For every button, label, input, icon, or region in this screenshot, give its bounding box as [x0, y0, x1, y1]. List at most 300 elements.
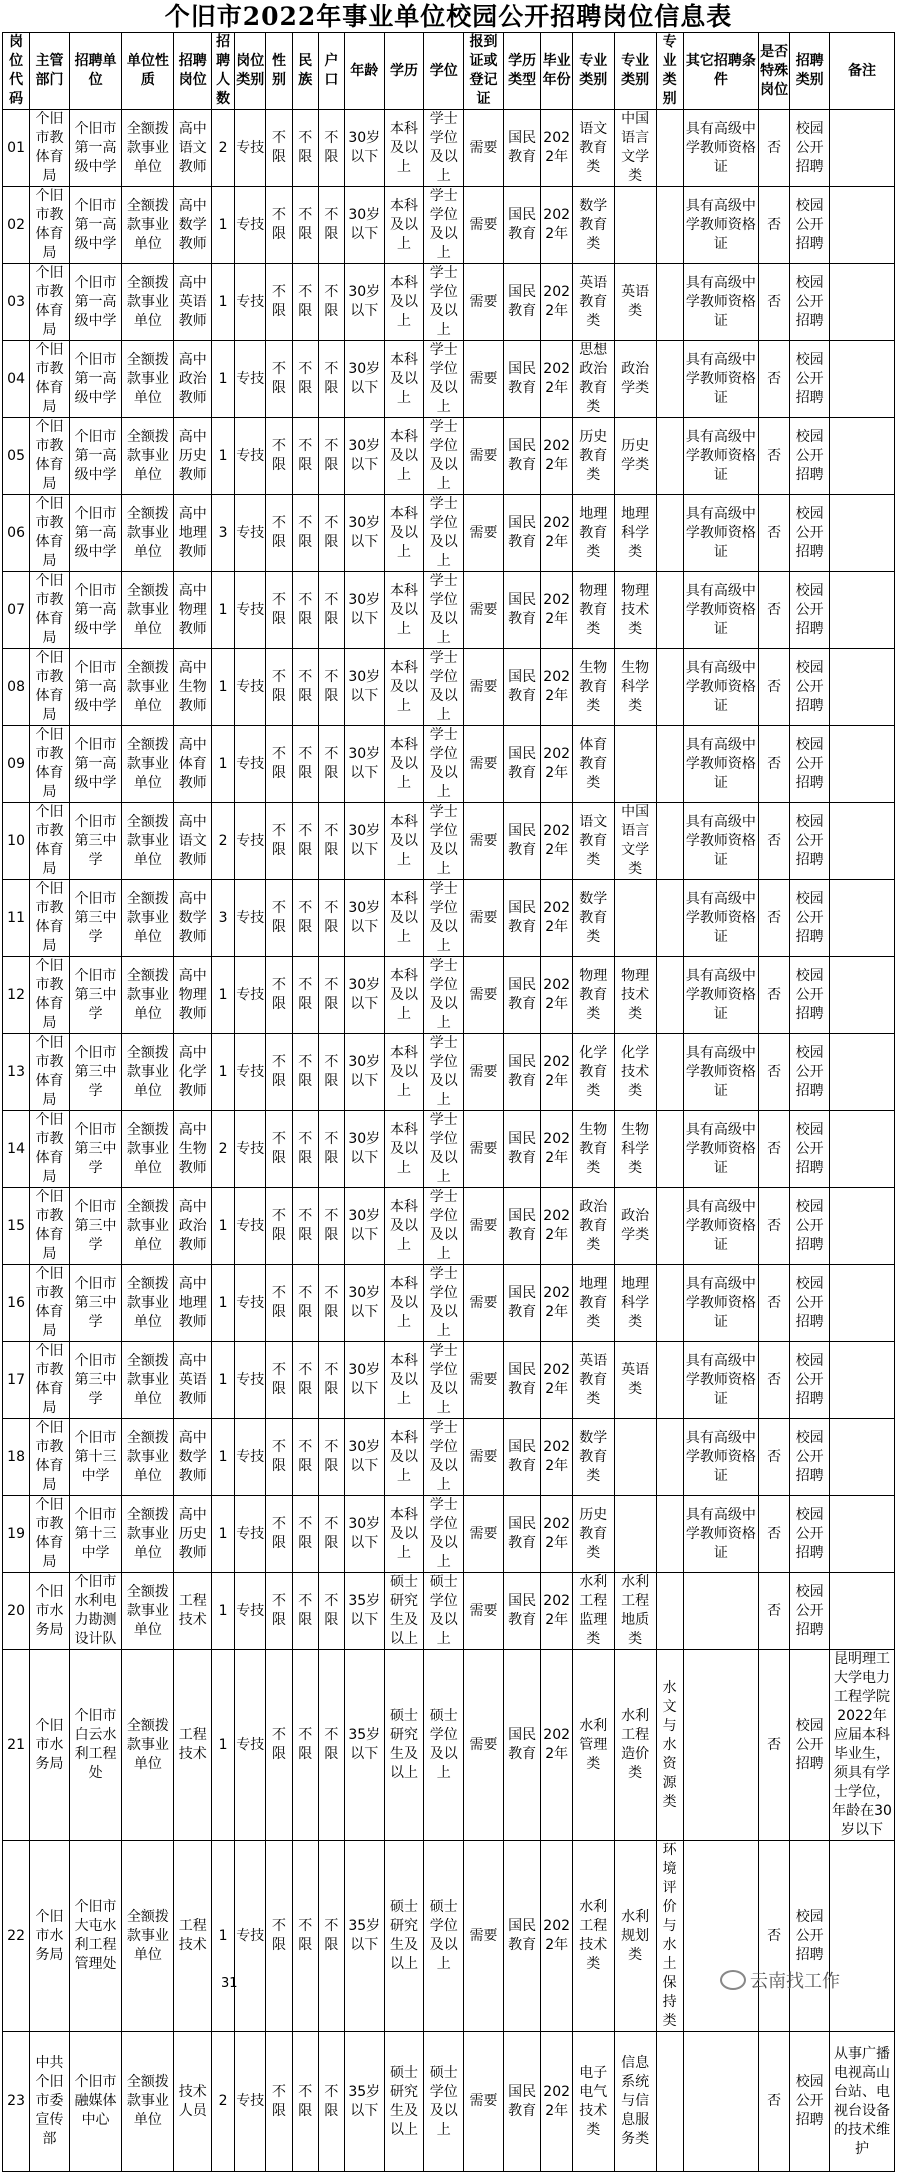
table-cell: 学士学位及以上 [424, 1419, 464, 1496]
table-cell: 生物科学类 [614, 649, 656, 726]
table-cell: 不限 [318, 1419, 344, 1496]
table-cell: 个旧市教体育局 [30, 264, 70, 341]
table-cell: 2022年 [541, 957, 572, 1034]
table-cell: 不限 [266, 1496, 292, 1573]
table-cell: 国民教育 [503, 572, 541, 649]
table-cell: 2022年 [541, 880, 572, 957]
table-cell [656, 418, 683, 495]
table-cell: 化学教育类 [572, 1034, 614, 1111]
table-cell: 学士学位及以上 [424, 1342, 464, 1419]
table-cell: 政治教育类 [572, 1188, 614, 1265]
table-cell: 高中物理教师 [174, 957, 212, 1034]
table-cell: 硕士学位及以上 [424, 1650, 464, 1841]
table-cell: 具有高级中学教师资格证 [683, 264, 758, 341]
table-cell: 全额拨款事业单位 [122, 1265, 174, 1342]
table-cell: 30岁以下 [344, 572, 384, 649]
note-cell [830, 649, 895, 726]
table-cell: 个旧市水务局 [30, 1573, 70, 1650]
table-cell: 国民教育 [503, 957, 541, 1034]
table-cell: 政治学类 [614, 341, 656, 418]
table-cell: 1 [212, 1034, 235, 1111]
table-cell: 17 [3, 1342, 30, 1419]
table-cell: 需要 [464, 1034, 504, 1111]
table-cell: 不限 [292, 572, 318, 649]
table-body [3, 110, 895, 2172]
table-cell: 22 [3, 1841, 30, 2032]
table-cell: 个旧市教体育局 [30, 341, 70, 418]
table-cell: 不限 [318, 2032, 344, 2172]
table-cell: 不限 [292, 1841, 318, 2032]
table-row [3, 2032, 895, 2172]
table-cell: 专技 [235, 957, 266, 1034]
table-cell [656, 726, 683, 803]
table-cell: 不限 [292, 264, 318, 341]
table-cell: 具有高级中学教师资格证 [683, 187, 758, 264]
table-cell: 需要 [464, 341, 504, 418]
table-cell: 不限 [266, 1034, 292, 1111]
table-cell: 具有高级中学教师资格证 [683, 880, 758, 957]
table-cell: 14 [3, 1111, 30, 1188]
table-cell: 09 [3, 726, 30, 803]
table-cell: 历史教育类 [572, 1496, 614, 1573]
table-cell: 高中数学教师 [174, 1419, 212, 1496]
note-cell: 从事广播电视高山台站、电视台设备的技术维护 [830, 2032, 895, 2172]
table-cell: 否 [758, 726, 789, 803]
table-row [3, 1573, 895, 1650]
table-cell: 校园公开招聘 [790, 1650, 830, 1841]
table-cell: 2022年 [541, 1496, 572, 1573]
table-cell: 个旧市第一高级中学 [69, 572, 121, 649]
table-cell: 全额拨款事业单位 [122, 1034, 174, 1111]
watermark-text: 云南找工作 [750, 1971, 840, 1992]
table-cell: 不限 [266, 1573, 292, 1650]
table-cell: 21 [3, 1650, 30, 1841]
table-cell: 具有高级中学教师资格证 [683, 726, 758, 803]
table-cell: 全额拨款事业单位 [122, 1342, 174, 1419]
table-cell [656, 341, 683, 418]
table-cell: 专技 [235, 572, 266, 649]
table-cell: 否 [758, 418, 789, 495]
table-cell: 学士学位及以上 [424, 264, 464, 341]
table-cell: 学士学位及以上 [424, 957, 464, 1034]
table-cell: 校园公开招聘 [790, 1111, 830, 1188]
table-cell: 否 [758, 341, 789, 418]
table-cell: 学士学位及以上 [424, 803, 464, 880]
table-cell: 不限 [292, 1650, 318, 1841]
table-cell: 数学教育类 [572, 1419, 614, 1496]
table-cell: 不限 [318, 418, 344, 495]
table-cell: 校园公开招聘 [790, 1342, 830, 1419]
table-row [3, 649, 895, 726]
table-cell: 35岁以下 [344, 1841, 384, 2032]
table-cell: 具有高级中学教师资格证 [683, 110, 758, 187]
table-cell: 国民教育 [503, 264, 541, 341]
table-row [3, 572, 895, 649]
table-cell: 中共个旧市委宣传部 [30, 2032, 70, 2172]
table-cell: 个旧市教体育局 [30, 726, 70, 803]
table-cell: 个旧市第三中学 [69, 1034, 121, 1111]
table-cell: 历史学类 [614, 418, 656, 495]
table-cell: 个旧市教体育局 [30, 1188, 70, 1265]
table-cell: 不限 [292, 1111, 318, 1188]
table-cell: 个旧市第一高级中学 [69, 418, 121, 495]
table-cell [614, 1496, 656, 1573]
table-cell: 不限 [318, 1650, 344, 1841]
table-row [3, 341, 895, 418]
recruitment-table [2, 32, 895, 2172]
header-cell: 民族 [292, 33, 318, 110]
note-cell [830, 418, 895, 495]
table-cell: 专技 [235, 1650, 266, 1841]
table-cell: 个旧市第一高级中学 [69, 649, 121, 726]
table-cell: 02 [3, 187, 30, 264]
table-cell: 高中体育教师 [174, 726, 212, 803]
table-cell: 否 [758, 572, 789, 649]
table-cell: 全额拨款事业单位 [122, 1188, 174, 1265]
table-cell: 高中物理教师 [174, 572, 212, 649]
table-cell: 学士学位及以上 [424, 1111, 464, 1188]
table-cell: 本科及以上 [384, 1265, 424, 1342]
table-cell: 1 [212, 726, 235, 803]
table-cell: 全额拨款事业单位 [122, 1573, 174, 1650]
table-cell: 具有高级中学教师资格证 [683, 1188, 758, 1265]
table-cell: 校园公开招聘 [790, 495, 830, 572]
table-cell: 专技 [235, 264, 266, 341]
table-cell: 地理科学类 [614, 495, 656, 572]
table-cell: 1 [212, 1265, 235, 1342]
table-cell: 水利工程地质类 [614, 1573, 656, 1650]
table-cell: 具有高级中学教师资格证 [683, 418, 758, 495]
table-cell: 2022年 [541, 1034, 572, 1111]
table-cell: 校园公开招聘 [790, 1188, 830, 1265]
table-cell: 高中政治教师 [174, 341, 212, 418]
table-cell: 否 [758, 110, 789, 187]
table-cell: 校园公开招聘 [790, 341, 830, 418]
table-cell: 国民教育 [503, 110, 541, 187]
table-cell: 全额拨款事业单位 [122, 1419, 174, 1496]
table-cell: 高中语文教师 [174, 803, 212, 880]
table-cell: 07 [3, 572, 30, 649]
table-cell: 专技 [235, 1342, 266, 1419]
table-cell [683, 1841, 758, 2032]
table-row [3, 1034, 895, 1111]
table-cell: 个旧市第一高级中学 [69, 264, 121, 341]
table-cell: 15 [3, 1188, 30, 1265]
table-cell: 个旧市第一高级中学 [69, 341, 121, 418]
table-cell: 不限 [292, 726, 318, 803]
header-cell: 备注 [830, 33, 895, 110]
table-cell: 需要 [464, 2032, 504, 2172]
table-cell: 2022年 [541, 1111, 572, 1188]
table-cell: 不限 [266, 803, 292, 880]
table-cell: 不限 [266, 649, 292, 726]
table-cell: 本科及以上 [384, 495, 424, 572]
header-cell: 学历类型 [503, 33, 541, 110]
table-cell: 水利管理类 [572, 1650, 614, 1841]
table-cell: 2022年 [541, 187, 572, 264]
table-cell: 具有高级中学教师资格证 [683, 1034, 758, 1111]
table-cell: 全额拨款事业单位 [122, 572, 174, 649]
table-cell: 本科及以上 [384, 264, 424, 341]
table-cell: 国民教育 [503, 1188, 541, 1265]
table-cell: 国民教育 [503, 1650, 541, 1841]
table-cell: 否 [758, 2032, 789, 2172]
table-cell: 需要 [464, 1573, 504, 1650]
table-cell: 硕士学位及以上 [424, 1573, 464, 1650]
table-cell: 高中生物教师 [174, 649, 212, 726]
table-cell: 国民教育 [503, 1111, 541, 1188]
table-cell: 思想政治教育类 [572, 341, 614, 418]
table-cell: 个旧市教体育局 [30, 1111, 70, 1188]
table-cell: 06 [3, 495, 30, 572]
table-cell: 不限 [266, 264, 292, 341]
note-cell [830, 957, 895, 1034]
table-cell: 不限 [266, 1419, 292, 1496]
table-cell: 生物教育类 [572, 649, 614, 726]
table-cell: 不限 [292, 957, 318, 1034]
table-cell: 个旧市教体育局 [30, 418, 70, 495]
note-cell [830, 1265, 895, 1342]
table-cell: 校园公开招聘 [790, 1419, 830, 1496]
table-cell: 全额拨款事业单位 [122, 495, 174, 572]
table-cell: 数学教育类 [572, 880, 614, 957]
table-cell: 水利工程技术类 [572, 1841, 614, 2032]
table-cell: 需要 [464, 1188, 504, 1265]
header-cell: 性别 [266, 33, 292, 110]
table-cell: 个旧市第三中学 [69, 880, 121, 957]
table-cell: 2 [212, 110, 235, 187]
header-cell: 招聘人数 [212, 33, 235, 110]
table-cell: 学士学位及以上 [424, 880, 464, 957]
table-cell: 学士学位及以上 [424, 726, 464, 803]
table-cell: 2022年 [541, 2032, 572, 2172]
table-cell: 否 [758, 1188, 789, 1265]
table-cell: 05 [3, 418, 30, 495]
table-row [3, 1188, 895, 1265]
table-cell: 否 [758, 1342, 789, 1419]
table-cell: 1 [212, 1188, 235, 1265]
table-cell: 校园公开招聘 [790, 418, 830, 495]
table-cell: 不限 [266, 726, 292, 803]
wechat-logo-icon [720, 1970, 746, 1990]
watermark [720, 1967, 840, 1993]
table-cell: 35岁以下 [344, 2032, 384, 2172]
table-cell: 高中数学教师 [174, 880, 212, 957]
table-cell: 20 [3, 1573, 30, 1650]
table-cell [683, 1573, 758, 1650]
table-cell: 1 [212, 572, 235, 649]
table-cell: 个旧市第三中学 [69, 1111, 121, 1188]
table-cell: 技术人员 [174, 2032, 212, 2172]
table-cell: 需要 [464, 1419, 504, 1496]
table-cell: 个旧市第三中学 [69, 1188, 121, 1265]
table-cell: 不限 [266, 1342, 292, 1419]
table-cell: 否 [758, 880, 789, 957]
table-cell: 不限 [318, 957, 344, 1034]
table-cell: 需要 [464, 1650, 504, 1841]
table-cell: 30岁以下 [344, 1111, 384, 1188]
table-cell: 个旧市第一高级中学 [69, 110, 121, 187]
table-cell: 30岁以下 [344, 110, 384, 187]
table-cell: 学士学位及以上 [424, 418, 464, 495]
table-cell: 专技 [235, 2032, 266, 2172]
table-cell: 不限 [292, 187, 318, 264]
table-cell: 需要 [464, 957, 504, 1034]
table-cell: 高中历史教师 [174, 418, 212, 495]
table-cell: 个旧市教体育局 [30, 957, 70, 1034]
table-row [3, 803, 895, 880]
table-cell: 水利工程造价类 [614, 1650, 656, 1841]
table-cell: 不限 [318, 341, 344, 418]
table-cell: 个旧市水务局 [30, 1650, 70, 1841]
table-cell: 2022年 [541, 1342, 572, 1419]
table-cell: 1 [212, 649, 235, 726]
table-cell: 专技 [235, 418, 266, 495]
table-cell: 不限 [266, 1188, 292, 1265]
table-cell: 国民教育 [503, 2032, 541, 2172]
header-cell: 招聘岗位 [174, 33, 212, 110]
table-cell: 不限 [292, 1188, 318, 1265]
table-cell: 硕士研究生及以上 [384, 1650, 424, 1841]
table-cell: 需要 [464, 572, 504, 649]
table-cell: 不限 [266, 1111, 292, 1188]
table-cell: 30岁以下 [344, 495, 384, 572]
table-cell: 2022年 [541, 264, 572, 341]
table-cell: 校园公开招聘 [790, 880, 830, 957]
table-cell: 30岁以下 [344, 1419, 384, 1496]
table-cell: 英语教育类 [572, 264, 614, 341]
table-cell: 个旧市教体育局 [30, 803, 70, 880]
table-cell: 学士学位及以上 [424, 649, 464, 726]
table-row [3, 418, 895, 495]
table-cell: 学士学位及以上 [424, 495, 464, 572]
header-cell: 专业类别 [656, 33, 683, 110]
table-cell: 30岁以下 [344, 1342, 384, 1419]
table-cell: 本科及以上 [384, 1419, 424, 1496]
table-cell: 校园公开招聘 [790, 1265, 830, 1342]
table-cell: 本科及以上 [384, 1034, 424, 1111]
table-cell: 学士学位及以上 [424, 572, 464, 649]
table-cell: 需要 [464, 726, 504, 803]
table-cell: 30岁以下 [344, 880, 384, 957]
table-cell: 国民教育 [503, 1841, 541, 2032]
header-cell: 学位 [424, 33, 464, 110]
table-cell: 3 [212, 880, 235, 957]
table-cell: 个旧市第十三中学 [69, 1419, 121, 1496]
table-cell: 1 [212, 1342, 235, 1419]
table-cell: 不限 [266, 495, 292, 572]
table-cell: 个旧市第三中学 [69, 1265, 121, 1342]
table-cell: 历史教育类 [572, 418, 614, 495]
note-cell [830, 264, 895, 341]
table-cell: 10 [3, 803, 30, 880]
table-cell: 不限 [266, 1265, 292, 1342]
table-cell: 不限 [266, 957, 292, 1034]
table-cell: 高中地理教师 [174, 1265, 212, 1342]
table-cell: 2022年 [541, 418, 572, 495]
table-cell: 校园公开招聘 [790, 957, 830, 1034]
table-cell: 高中历史教师 [174, 1496, 212, 1573]
table-cell: 具有高级中学教师资格证 [683, 495, 758, 572]
table-row [3, 1111, 895, 1188]
table-cell: 本科及以上 [384, 110, 424, 187]
table-cell: 不限 [266, 572, 292, 649]
table-cell [656, 1573, 683, 1650]
table-cell: 不限 [318, 1034, 344, 1111]
table-cell: 国民教育 [503, 495, 541, 572]
table-cell: 30岁以下 [344, 1034, 384, 1111]
table-row [3, 495, 895, 572]
table-row [3, 1342, 895, 1419]
table-cell: 个旧市第一高级中学 [69, 187, 121, 264]
table-cell: 2022年 [541, 803, 572, 880]
table-cell [656, 495, 683, 572]
table-cell: 不限 [292, 1419, 318, 1496]
table-cell: 英语类 [614, 264, 656, 341]
table-cell [614, 726, 656, 803]
table-cell: 不限 [292, 1265, 318, 1342]
table-cell: 不限 [318, 264, 344, 341]
table-cell: 不限 [318, 880, 344, 957]
table-cell: 不限 [292, 803, 318, 880]
table-cell: 需要 [464, 187, 504, 264]
table-cell: 个旧市第一高级中学 [69, 726, 121, 803]
table-cell: 需要 [464, 880, 504, 957]
table-cell: 30岁以下 [344, 341, 384, 418]
note-cell [830, 1419, 895, 1496]
table-cell: 2022年 [541, 1188, 572, 1265]
table-cell: 专技 [235, 341, 266, 418]
table-cell: 2022年 [541, 1419, 572, 1496]
table-cell [656, 187, 683, 264]
table-cell: 国民教育 [503, 1034, 541, 1111]
table-cell: 个旧市大屯水利工程管理处 [69, 1841, 121, 2032]
table-cell: 个旧市第十三中学 [69, 1496, 121, 1573]
table-cell: 需要 [464, 803, 504, 880]
table-cell: 校园公开招聘 [790, 2032, 830, 2172]
table-cell: 13 [3, 1034, 30, 1111]
table-cell: 本科及以上 [384, 1342, 424, 1419]
table-cell: 具有高级中学教师资格证 [683, 957, 758, 1034]
table-cell: 否 [758, 1419, 789, 1496]
table-cell: 高中化学教师 [174, 1034, 212, 1111]
table-cell: 2022年 [541, 572, 572, 649]
table-cell: 高中生物教师 [174, 1111, 212, 1188]
table-cell [656, 1265, 683, 1342]
note-cell [830, 1573, 895, 1650]
table-cell [656, 1034, 683, 1111]
table-cell: 语文教育类 [572, 110, 614, 187]
table-cell: 本科及以上 [384, 418, 424, 495]
table-cell: 专技 [235, 726, 266, 803]
table-cell: 否 [758, 1573, 789, 1650]
table-cell [614, 880, 656, 957]
table-cell: 不限 [292, 649, 318, 726]
table-cell: 全额拨款事业单位 [122, 418, 174, 495]
table-cell: 全额拨款事业单位 [122, 649, 174, 726]
table-row [3, 1419, 895, 1496]
table-cell: 不限 [318, 803, 344, 880]
table-cell: 不限 [318, 1573, 344, 1650]
header-cell: 专业类别 [572, 33, 614, 110]
table-cell: 不限 [266, 1841, 292, 2032]
table-cell: 不限 [266, 110, 292, 187]
note-cell [830, 341, 895, 418]
table-cell: 不限 [292, 1573, 318, 1650]
table-cell: 否 [758, 649, 789, 726]
table-cell: 1 [212, 957, 235, 1034]
table-row [3, 1496, 895, 1573]
